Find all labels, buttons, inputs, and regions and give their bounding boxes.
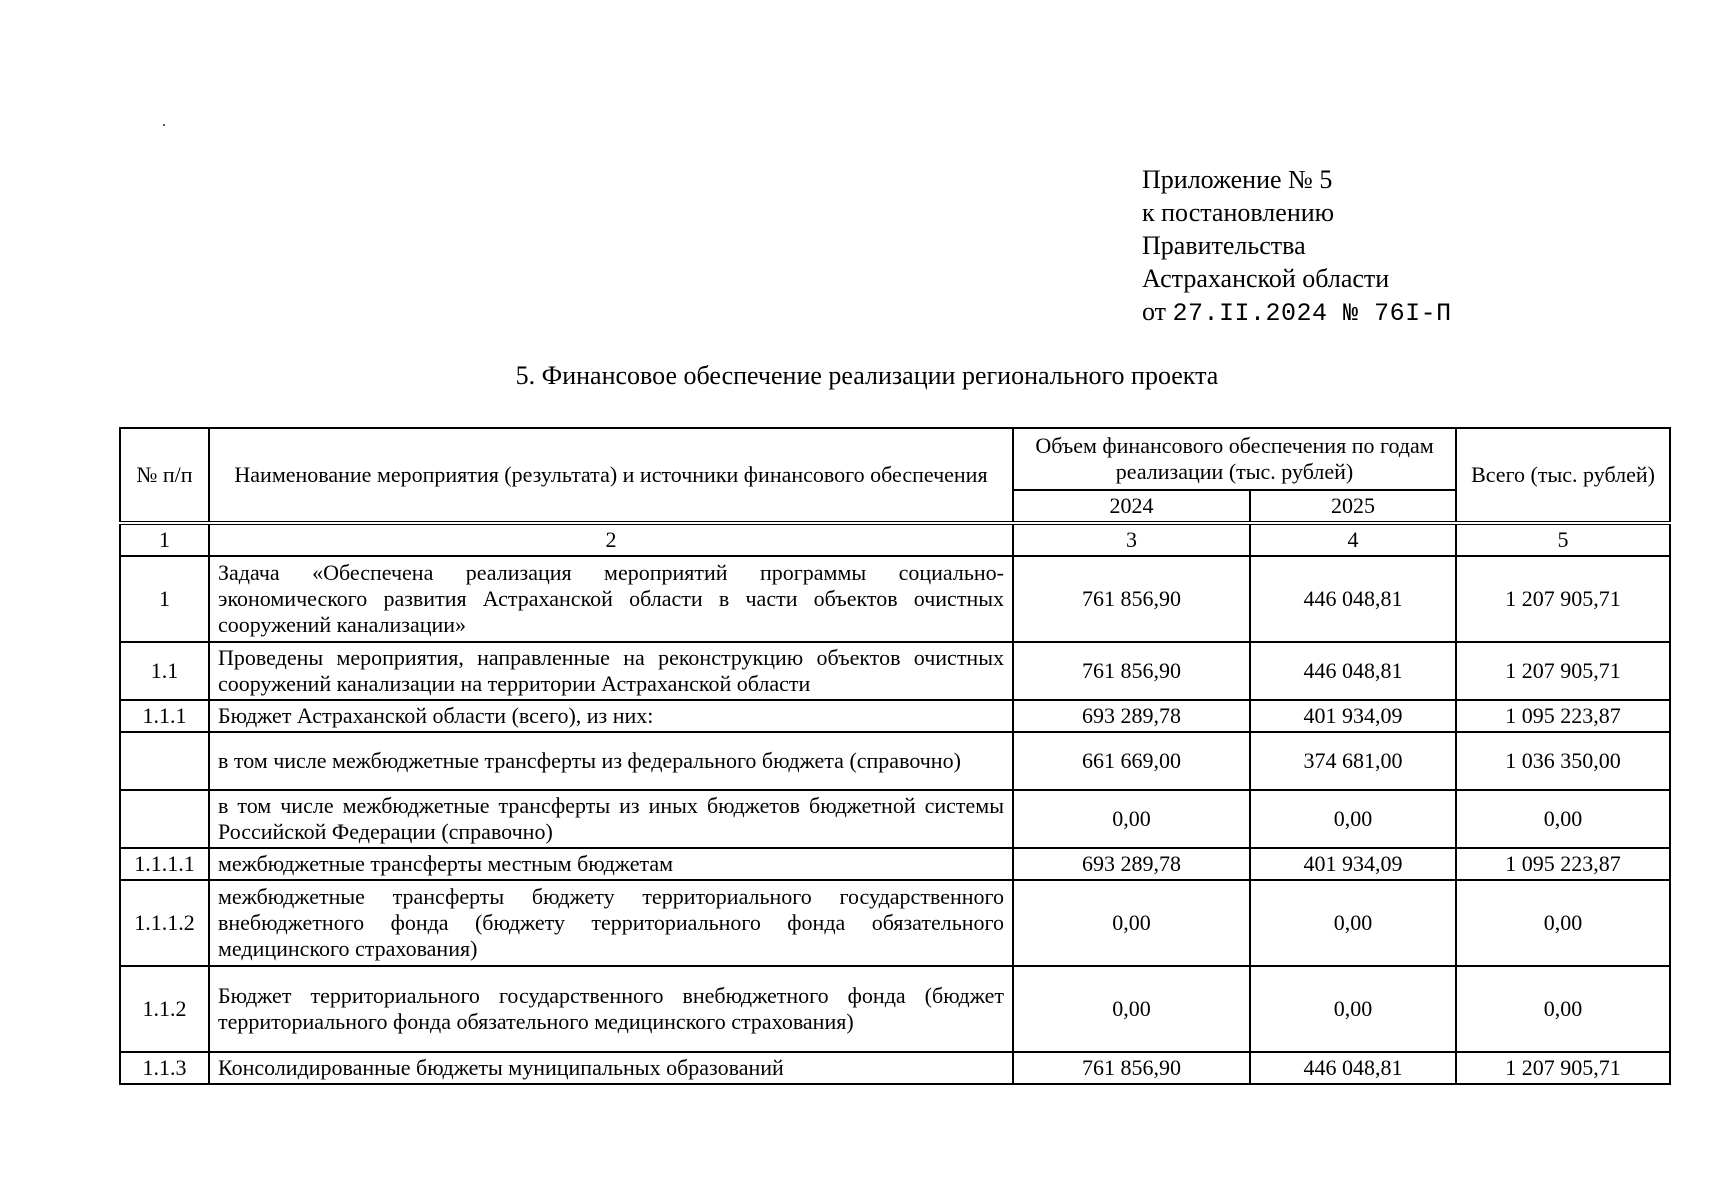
- row-value-total: 1 207 905,71: [1456, 556, 1670, 642]
- appendix-date-prefix: от: [1142, 297, 1167, 326]
- row-number: 1.1.1.2: [120, 880, 209, 966]
- row-number: [120, 732, 209, 790]
- row-value-total: 1 095 223,87: [1456, 700, 1670, 732]
- appendix-line-3: Правительства: [1142, 231, 1306, 260]
- header-no: № п/п: [120, 428, 209, 523]
- row-number: 1.1.3: [120, 1052, 209, 1084]
- row-name: Проведены мероприятия, направленные на реконструкцию объектов очистных сооружений канализации на территории Астраханской области: [209, 642, 1013, 700]
- row-number: 1: [120, 556, 209, 642]
- index-cell: 1: [120, 523, 209, 556]
- appendix-block: [1142, 163, 1452, 330]
- row-number: 1.1.1.1: [120, 848, 209, 880]
- table-row: [120, 556, 1670, 642]
- row-value-2025: 446 048,81: [1250, 1052, 1456, 1084]
- section-title: 5. Финансовое обеспечение реализации регионального проекта: [515, 361, 1219, 390]
- row-value-2025: 401 934,09: [1250, 848, 1456, 880]
- row-name: межбюджетные трансферты бюджету территориального государственного внебюджетного фонда (бюджету территориального фонда обязательного медицинского страхования): [209, 880, 1013, 966]
- table-row: [120, 848, 1670, 880]
- scan-speck: [163, 124, 165, 126]
- header-name: Наименование мероприятия (результата) и источники финансового обеспечения: [209, 428, 1013, 523]
- row-name: Задача «Обеспечена реализация мероприятий программы социально-экономического развития Астраханской области в части объектов очистных сооружений канализации»: [209, 556, 1013, 642]
- table-row: [120, 732, 1670, 790]
- row-value-total: 0,00: [1456, 790, 1670, 848]
- row-number: 1.1: [120, 642, 209, 700]
- column-index-row: [120, 523, 1670, 556]
- row-name: в том числе межбюджетные трансферты из федерального бюджета (справочно): [209, 732, 1013, 790]
- row-value-2024: 0,00: [1013, 790, 1250, 848]
- table-row: [120, 966, 1670, 1052]
- row-value-total: 1 095 223,87: [1456, 848, 1670, 880]
- row-value-2024: 661 669,00: [1013, 732, 1250, 790]
- row-value-2025: 401 934,09: [1250, 700, 1456, 732]
- row-value-total: 0,00: [1456, 880, 1670, 966]
- index-cell: 4: [1250, 523, 1456, 556]
- appendix-line-4: Астраханской области: [1142, 264, 1390, 293]
- index-cell: 5: [1456, 523, 1670, 556]
- row-number: 1.1.1: [120, 700, 209, 732]
- row-value-2025: 0,00: [1250, 966, 1456, 1052]
- index-cell: 3: [1013, 523, 1250, 556]
- row-value-total: 1 207 905,71: [1456, 642, 1670, 700]
- row-value-2024: 0,00: [1013, 880, 1250, 966]
- header-year-2025: 2025: [1250, 490, 1456, 523]
- row-value-2025: 446 048,81: [1250, 556, 1456, 642]
- row-value-2024: 0,00: [1013, 966, 1250, 1052]
- appendix-doc-ref: 27.II.2024 № 76I-П: [1172, 299, 1452, 328]
- table-row: [120, 700, 1670, 732]
- header-total: Всего (тыс. рублей): [1456, 428, 1670, 523]
- row-name: Бюджет Астраханской области (всего), из них:: [209, 700, 1013, 732]
- row-number: 1.1.2: [120, 966, 209, 1052]
- row-value-2024: 761 856,90: [1013, 1052, 1250, 1084]
- appendix-line-5: [1142, 295, 1452, 330]
- table-row: [120, 880, 1670, 966]
- row-value-2025: 374 681,00: [1250, 732, 1456, 790]
- row-value-total: 1 036 350,00: [1456, 732, 1670, 790]
- header-year-2024: 2024: [1013, 490, 1250, 523]
- row-value-2025: 446 048,81: [1250, 642, 1456, 700]
- row-value-2024: 761 856,90: [1013, 556, 1250, 642]
- row-value-total: 1 207 905,71: [1456, 1052, 1670, 1084]
- row-value-2024: 693 289,78: [1013, 700, 1250, 732]
- appendix-line-2: к постановлению: [1142, 198, 1335, 227]
- row-value-2024: 761 856,90: [1013, 642, 1250, 700]
- row-number: [120, 790, 209, 848]
- appendix-line-1: Приложение № 5: [1142, 165, 1333, 194]
- row-name: межбюджетные трансферты местным бюджетам: [209, 848, 1013, 880]
- row-name: Консолидированные бюджеты муниципальных образований: [209, 1052, 1013, 1084]
- row-value-2025: 0,00: [1250, 790, 1456, 848]
- row-value-2025: 0,00: [1250, 880, 1456, 966]
- table-row: [120, 1052, 1670, 1084]
- table-row: [120, 642, 1670, 700]
- row-value-2024: 693 289,78: [1013, 848, 1250, 880]
- financing-table: [119, 427, 1671, 1085]
- header-volume: Объем финансового обеспечения по годам реализации (тыс. рублей): [1013, 428, 1456, 490]
- row-value-total: 0,00: [1456, 966, 1670, 1052]
- index-cell: 2: [209, 523, 1013, 556]
- row-name: в том числе межбюджетные трансферты из иных бюджетов бюджетной системы Российской Федерации (справочно): [209, 790, 1013, 848]
- table-row: [120, 790, 1670, 848]
- row-name: Бюджет территориального государственного внебюджетного фонда (бюджет территориального фонда обязательного медицинского страхования): [209, 966, 1013, 1052]
